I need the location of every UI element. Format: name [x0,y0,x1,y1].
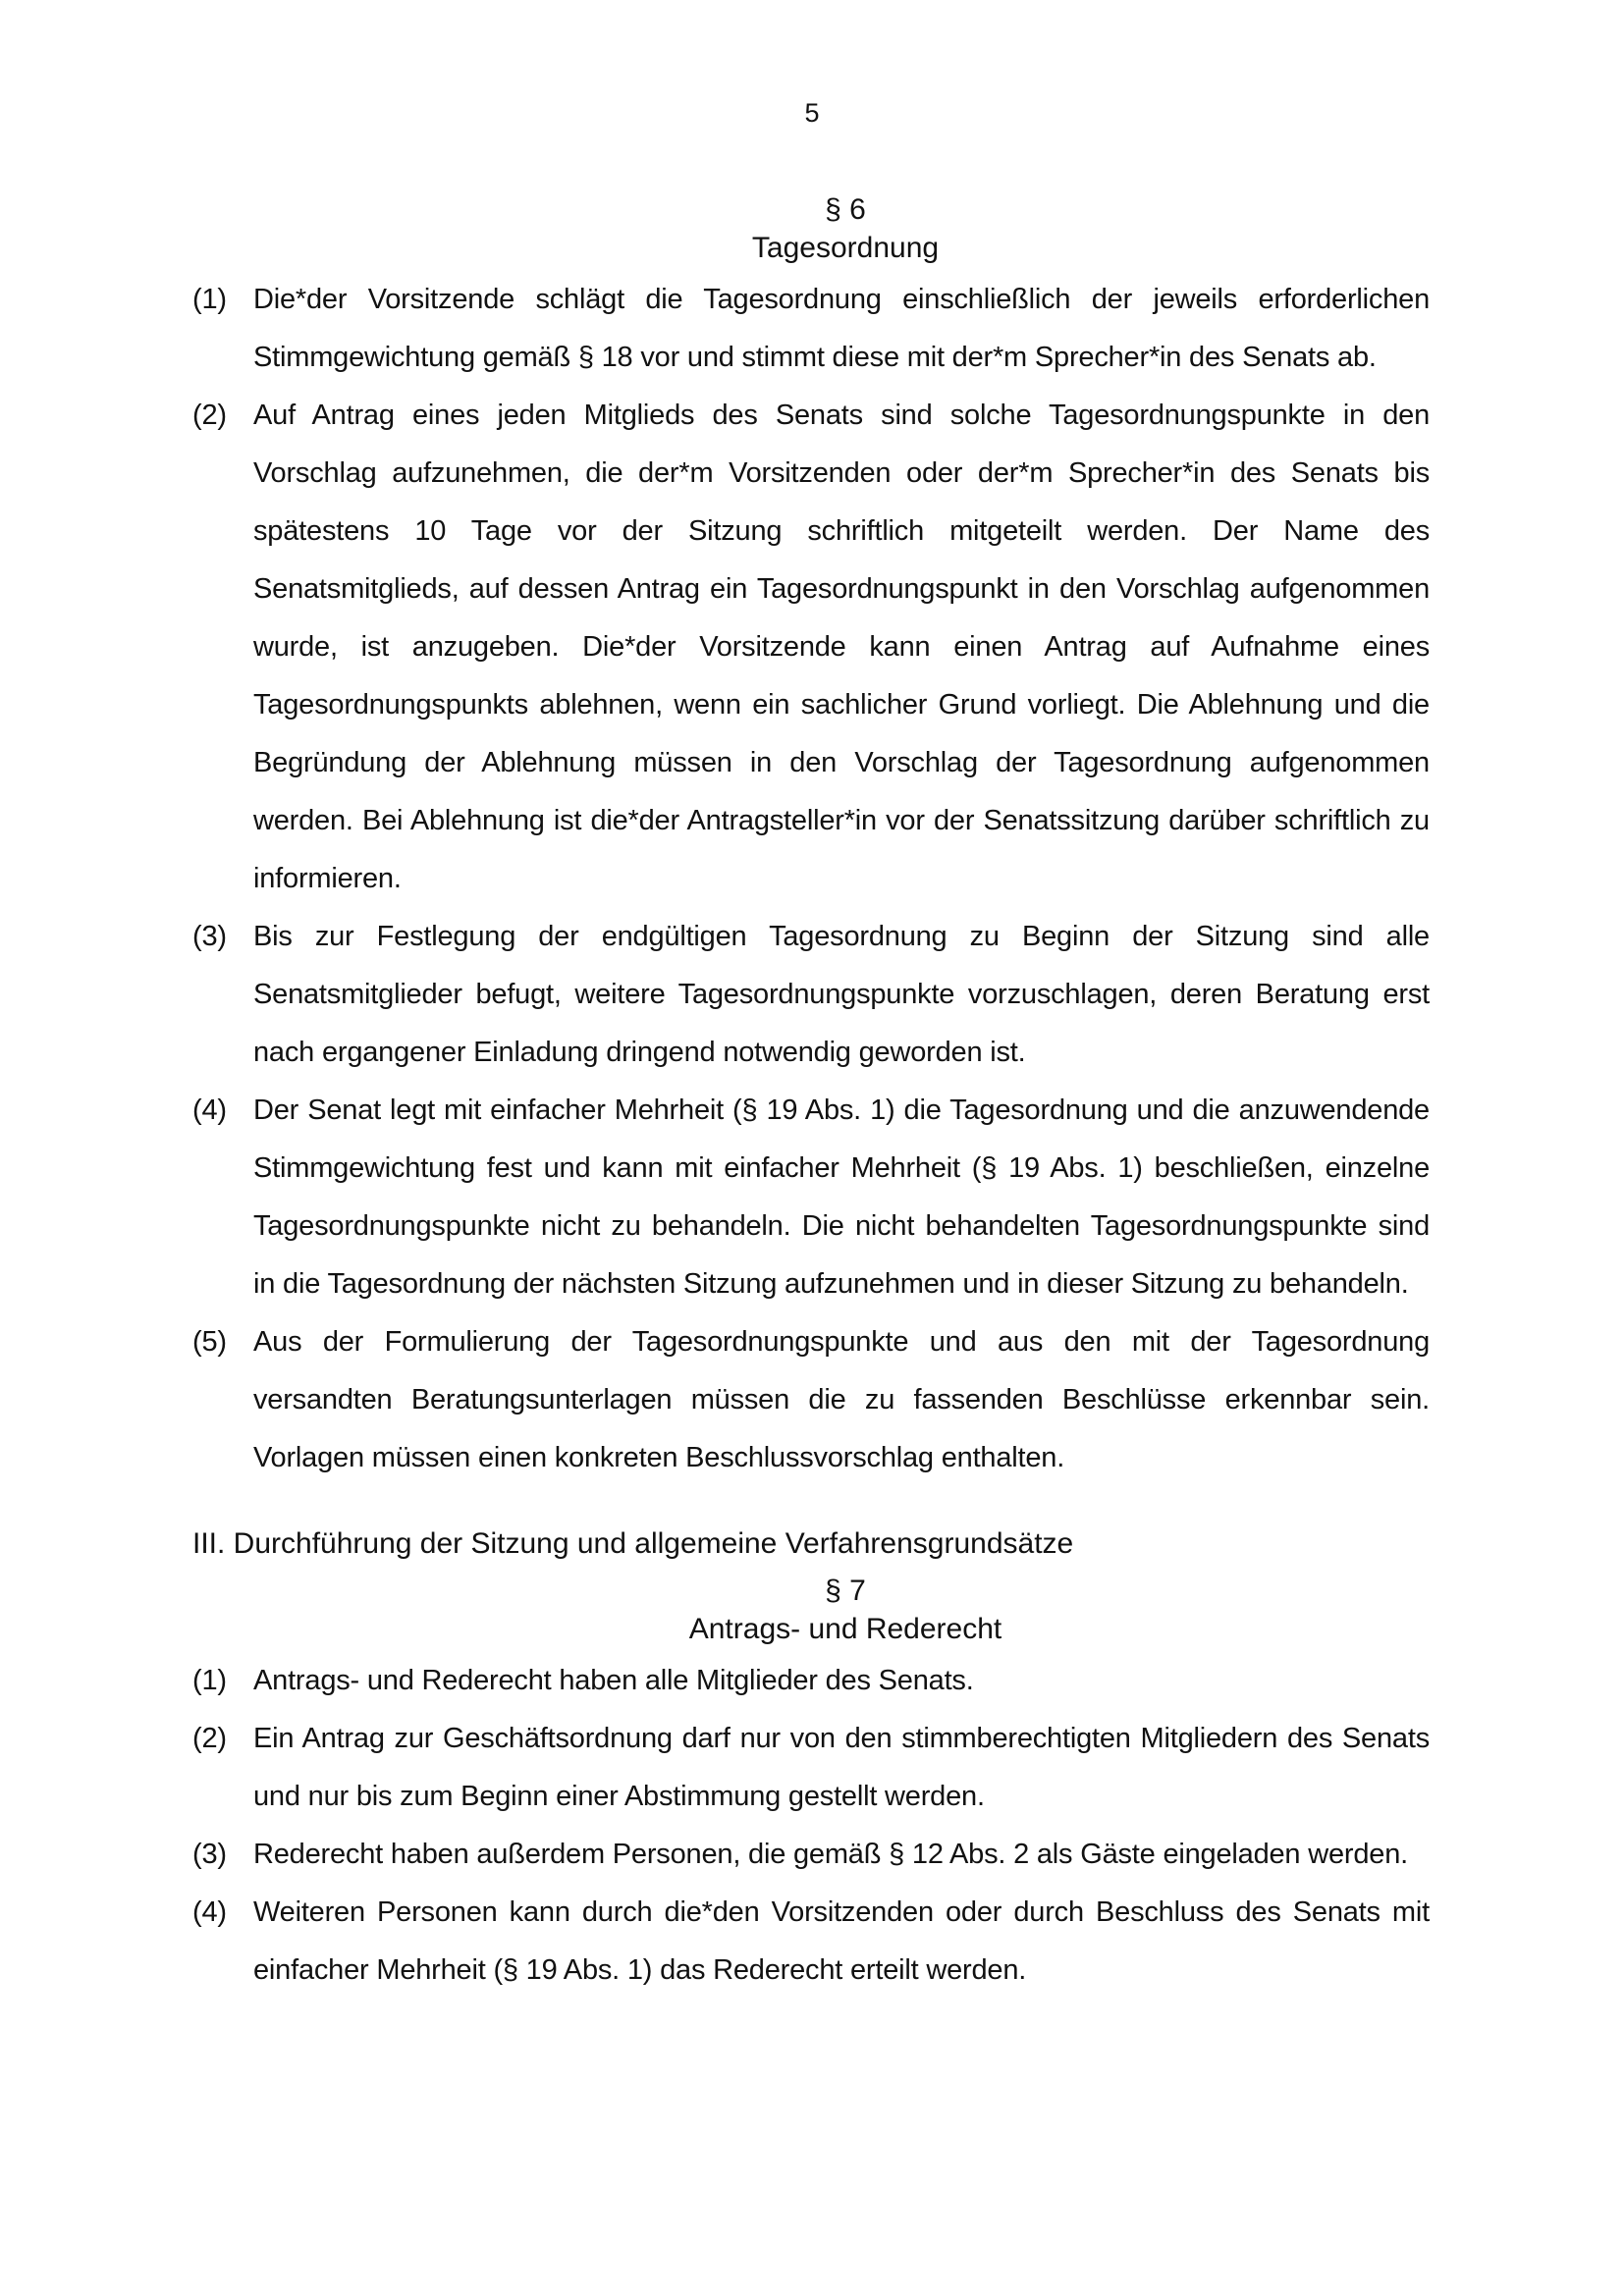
clause-text: Weiteren Personen kann durch die*den Vorsitzenden oder durch Beschluss des Senats mit einfacher Mehrheit (§ 19 Abs. 1) das Rederecht erteilt werden. [253,1896,1430,1986]
section-6-clauses [192,271,1430,1487]
chapter-heading: III. Durchführung der Sitzung und allgemeine Verfahrensgrundsätze [192,1527,1074,1560]
clause-text: Bis zur Festlegung der endgültigen Tagesordnung zu Beginn der Sitzung sind alle Senatsmitglieder befugt, weitere Tagesordnungspunkte vorzuschlagen, deren Beratung erst nach ergangener Einladung dringend notwendig geworden ist. [253,921,1430,1068]
clause-7-2 [192,1710,1430,1826]
clause-text: Rederecht haben außerdem Personen, die gemäß § 12 Abs. 2 als Gäste eingeladen werden. [253,1839,1408,1870]
clause-7-3 [192,1826,1430,1884]
clause-text: Der Senat legt mit einfacher Mehrheit (§ 19 Abs. 1) die Tagesordnung und die anzuwendende Stimmgewichtung fest und kann mit einfacher Mehrheit (§ 19 Abs. 1) beschließen, einzelne Tagesordnungspunkte nicht zu behandeln. Die nicht behandelten Tagesordnungspunkte sind in die Tagesordnung der nächsten Sitzung aufzunehmen und in dieser Sitzung zu behandeln. [253,1095,1430,1300]
clause-text: Aus der Formulierung der Tagesordnungspunkte und aus den mit der Tagesordnung versandten Beratungsunterlagen müssen die zu fassenden Beschlüsse erkennbar sein. Vorlagen müssen einen konkreten Beschlussvorschlag enthalten. [253,1326,1430,1473]
section-7-symbol: § 7 [825,1575,866,1607]
section-6 [192,190,1430,1487]
clause-number: (3) [192,921,227,952]
clause-number: (1) [192,284,227,315]
section-7 [192,1524,1430,2000]
page-number: 5 [804,98,820,128]
clause-number: (5) [192,1326,227,1358]
clause-7-4 [192,1884,1430,2000]
clause-number: (4) [192,1896,227,1928]
clause-number: (4) [192,1095,227,1126]
section-7-clauses [192,1652,1430,2000]
clause-number: (2) [192,1723,227,1754]
clause-number: (1) [192,1665,227,1696]
clause-6-3 [192,908,1430,1082]
section-6-title: Tagesordnung [751,232,940,264]
clause-text: Die*der Vorsitzende schlägt die Tagesordnung einschließlich der jeweils erforderlichen Stimmgewichtung gemäß § 18 vor und stimmt diese mit der*m Sprecher*in des Senats ab. [253,284,1430,373]
clause-number: (3) [192,1839,227,1870]
clause-number: (2) [192,400,227,431]
clause-text: Antrags- und Rederecht haben alle Mitglieder des Senats. [253,1665,974,1696]
clause-6-2 [192,387,1430,908]
section-6-symbol: § 6 [825,193,866,226]
clause-text: Auf Antrag eines jeden Mitglieds des Senats sind solche Tagesordnungspunkte in den Vorschlag aufzunehmen, die der*m Vorsitzenden oder der*m Sprecher*in des Senats bis spätestens 10 Tage vor der Sitzung schriftlich mitgeteilt werden. Der Name des Senatsmitglieds, auf dessen Antrag ein Tagesordnungspunkt in den Vorschlag aufgenommen wurde, ist anzugeben. Die*der Vorsitzende kann einen Antrag auf Aufnahme eines Tagesordnungspunkts ablehnen, wenn ein sachlicher Grund vorliegt. Die Ablehnung und die Begründung der Ablehnung müssen in den Vorschlag der Tagesordnung aufgenommen werden. Bei Ablehnung ist die*der Antragsteller*in vor der Senatssitzung darüber schriftlich zu informieren. [253,400,1430,894]
clause-text: Ein Antrag zur Geschäftsordnung darf nur von den stimmberechtigten Mitgliedern des Senats und nur bis zum Beginn einer Abstimmung gestellt werden. [253,1723,1430,1812]
section-7-title: Antrags- und Rederecht [688,1613,1002,1645]
clause-6-1 [192,271,1430,387]
clause-6-5 [192,1313,1430,1487]
clause-6-4 [192,1082,1430,1313]
clause-7-1 [192,1652,1430,1710]
